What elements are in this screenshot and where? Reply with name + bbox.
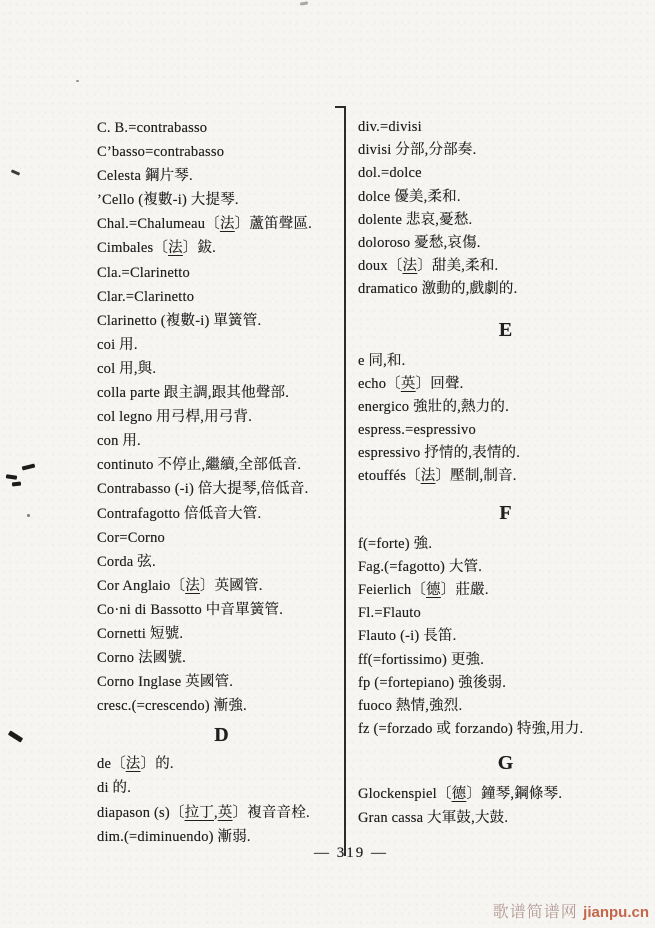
glossary-entry: ’Cello (複數-i) 大提琴. bbox=[97, 192, 239, 209]
glossary-entry: Corda 弦. bbox=[97, 553, 156, 570]
ink-speck bbox=[27, 514, 30, 517]
ink-speck bbox=[22, 463, 36, 470]
glossary-entry: Clar.=Clarinetto bbox=[97, 288, 195, 305]
glossary-entry: colla parte 跟主調,跟其他聲部. bbox=[97, 385, 290, 402]
glossary-entry: fp (=fortepiano) 強後弱. bbox=[358, 674, 507, 691]
ink-speck bbox=[300, 1, 308, 5]
glossary-entry: C. B.=contrabasso bbox=[97, 120, 208, 136]
glossary-entry: diapason (s)〔拉丁,英〕複音音栓. bbox=[97, 804, 310, 821]
left-column bbox=[97, 116, 347, 849]
section-header-D: D bbox=[214, 724, 230, 747]
glossary-entry: Cimbales〔法〕鈸. bbox=[97, 240, 217, 257]
glossary-entry: Flauto (-i) 長笛. bbox=[358, 628, 457, 645]
glossary-entry: espress.=espressivo bbox=[358, 422, 476, 439]
section-header-G: G bbox=[497, 752, 515, 775]
glossary-entry: Gran cassa 大軍鼓,大鼓. bbox=[358, 809, 509, 826]
glossary-entry: col legno 用弓桿,用弓背. bbox=[97, 409, 253, 426]
glossary-entry: Fl.=Flauto bbox=[358, 605, 421, 622]
glossary-entry: echo〔英〕回聲. bbox=[358, 375, 464, 392]
glossary-entry: f(=forte) 強. bbox=[358, 535, 433, 552]
glossary-entry: Cor Anglaio〔法〕英國管. bbox=[97, 577, 263, 594]
glossary-entry: espressivo 抒情的,表情的. bbox=[358, 445, 521, 462]
watermark-site-url: jianpu.cn bbox=[583, 904, 649, 921]
glossary-entry: Cornetti 短號. bbox=[97, 625, 184, 642]
glossary-entry: fuoco 熱情,強烈. bbox=[358, 697, 463, 714]
glossary-entry: Feierlich〔德〕莊嚴. bbox=[358, 582, 489, 598]
glossary-entry: Contrabasso (-i) 倍大提琴,倍低音. bbox=[97, 481, 309, 498]
section-header-F: F bbox=[499, 501, 513, 524]
glossary-entry: dol.=dolce bbox=[358, 165, 422, 182]
glossary-entry: etouffés〔法〕壓制,制音. bbox=[358, 468, 517, 485]
glossary-entry: dolce 優美,柔和. bbox=[358, 188, 461, 205]
glossary-entry: Cor=Corno bbox=[97, 529, 165, 546]
glossary-entry: energico 強壯的,熱力的. bbox=[358, 398, 509, 415]
glossary-entry: Corno 法國號. bbox=[97, 650, 186, 667]
glossary-entry: Co·ni di Bassotto 中音單簧管. bbox=[97, 601, 284, 618]
glossary-entry: C’basso=contrabasso bbox=[97, 144, 225, 161]
ink-speck bbox=[76, 80, 79, 82]
glossary-entry: Glockenspiel〔德〕鐘琴,鋼條琴. bbox=[358, 786, 563, 803]
glossary-entry: ff(=fortissimo) 更強. bbox=[358, 651, 485, 668]
glossary-entry: Chal.=Chalumeau〔法〕蘆笛聲區. bbox=[97, 216, 312, 233]
glossary-entry: Corno Inglase 英國管. bbox=[97, 674, 234, 691]
ink-speck bbox=[6, 474, 17, 479]
glossary-entry: di 的. bbox=[97, 780, 132, 797]
glossary-entry: Contrafagotto 倍低音大管. bbox=[97, 505, 262, 522]
glossary-entry: continuto 不停止,繼續,全部低音. bbox=[97, 457, 302, 474]
ink-speck bbox=[8, 730, 23, 742]
glossary-entry: dolente 悲哀,憂愁. bbox=[358, 211, 473, 228]
glossary-entry: doloroso 憂愁,哀傷. bbox=[358, 234, 481, 251]
glossary-entry: div.=divisi bbox=[358, 119, 422, 135]
glossary-entry: dramatico 激動的,戲劇的. bbox=[358, 281, 518, 298]
glossary-entry: Cla.=Clarinetto bbox=[97, 264, 190, 281]
glossary-entry: col 用,與. bbox=[97, 360, 157, 377]
glossary-entry: fz (=forzado 或 forzando) 特強,用力. bbox=[358, 721, 584, 738]
glossary-entry: de〔法〕的. bbox=[97, 756, 174, 773]
ink-speck bbox=[11, 169, 20, 175]
watermark-site-name: 歌谱简谱网 bbox=[492, 904, 578, 921]
glossary-entry: Clarinetto (複數-i) 單簧管. bbox=[97, 312, 262, 329]
glossary-entry: dim.(=diminuendo) 漸弱. bbox=[97, 828, 251, 845]
ink-speck bbox=[12, 482, 21, 487]
glossary-entry: Fag.(=fagotto) 大管. bbox=[358, 558, 483, 575]
glossary-entry: coi 用. bbox=[97, 336, 138, 353]
glossary-entry: con 用. bbox=[97, 433, 141, 450]
right-column bbox=[358, 116, 654, 830]
watermark bbox=[493, 899, 649, 922]
glossary-entry: doux〔法〕甜美,柔和. bbox=[358, 258, 499, 275]
glossary-entry: Celesta 鋼片琴. bbox=[97, 168, 193, 185]
page-number: — 319 — bbox=[314, 845, 388, 861]
glossary-entry: divisi 分部,分部奏. bbox=[358, 142, 477, 159]
section-header-E: E bbox=[498, 318, 514, 341]
glossary-entry: cresc.(=crescendo) 漸強. bbox=[97, 698, 247, 715]
glossary-entry: e 同,和. bbox=[358, 352, 406, 369]
